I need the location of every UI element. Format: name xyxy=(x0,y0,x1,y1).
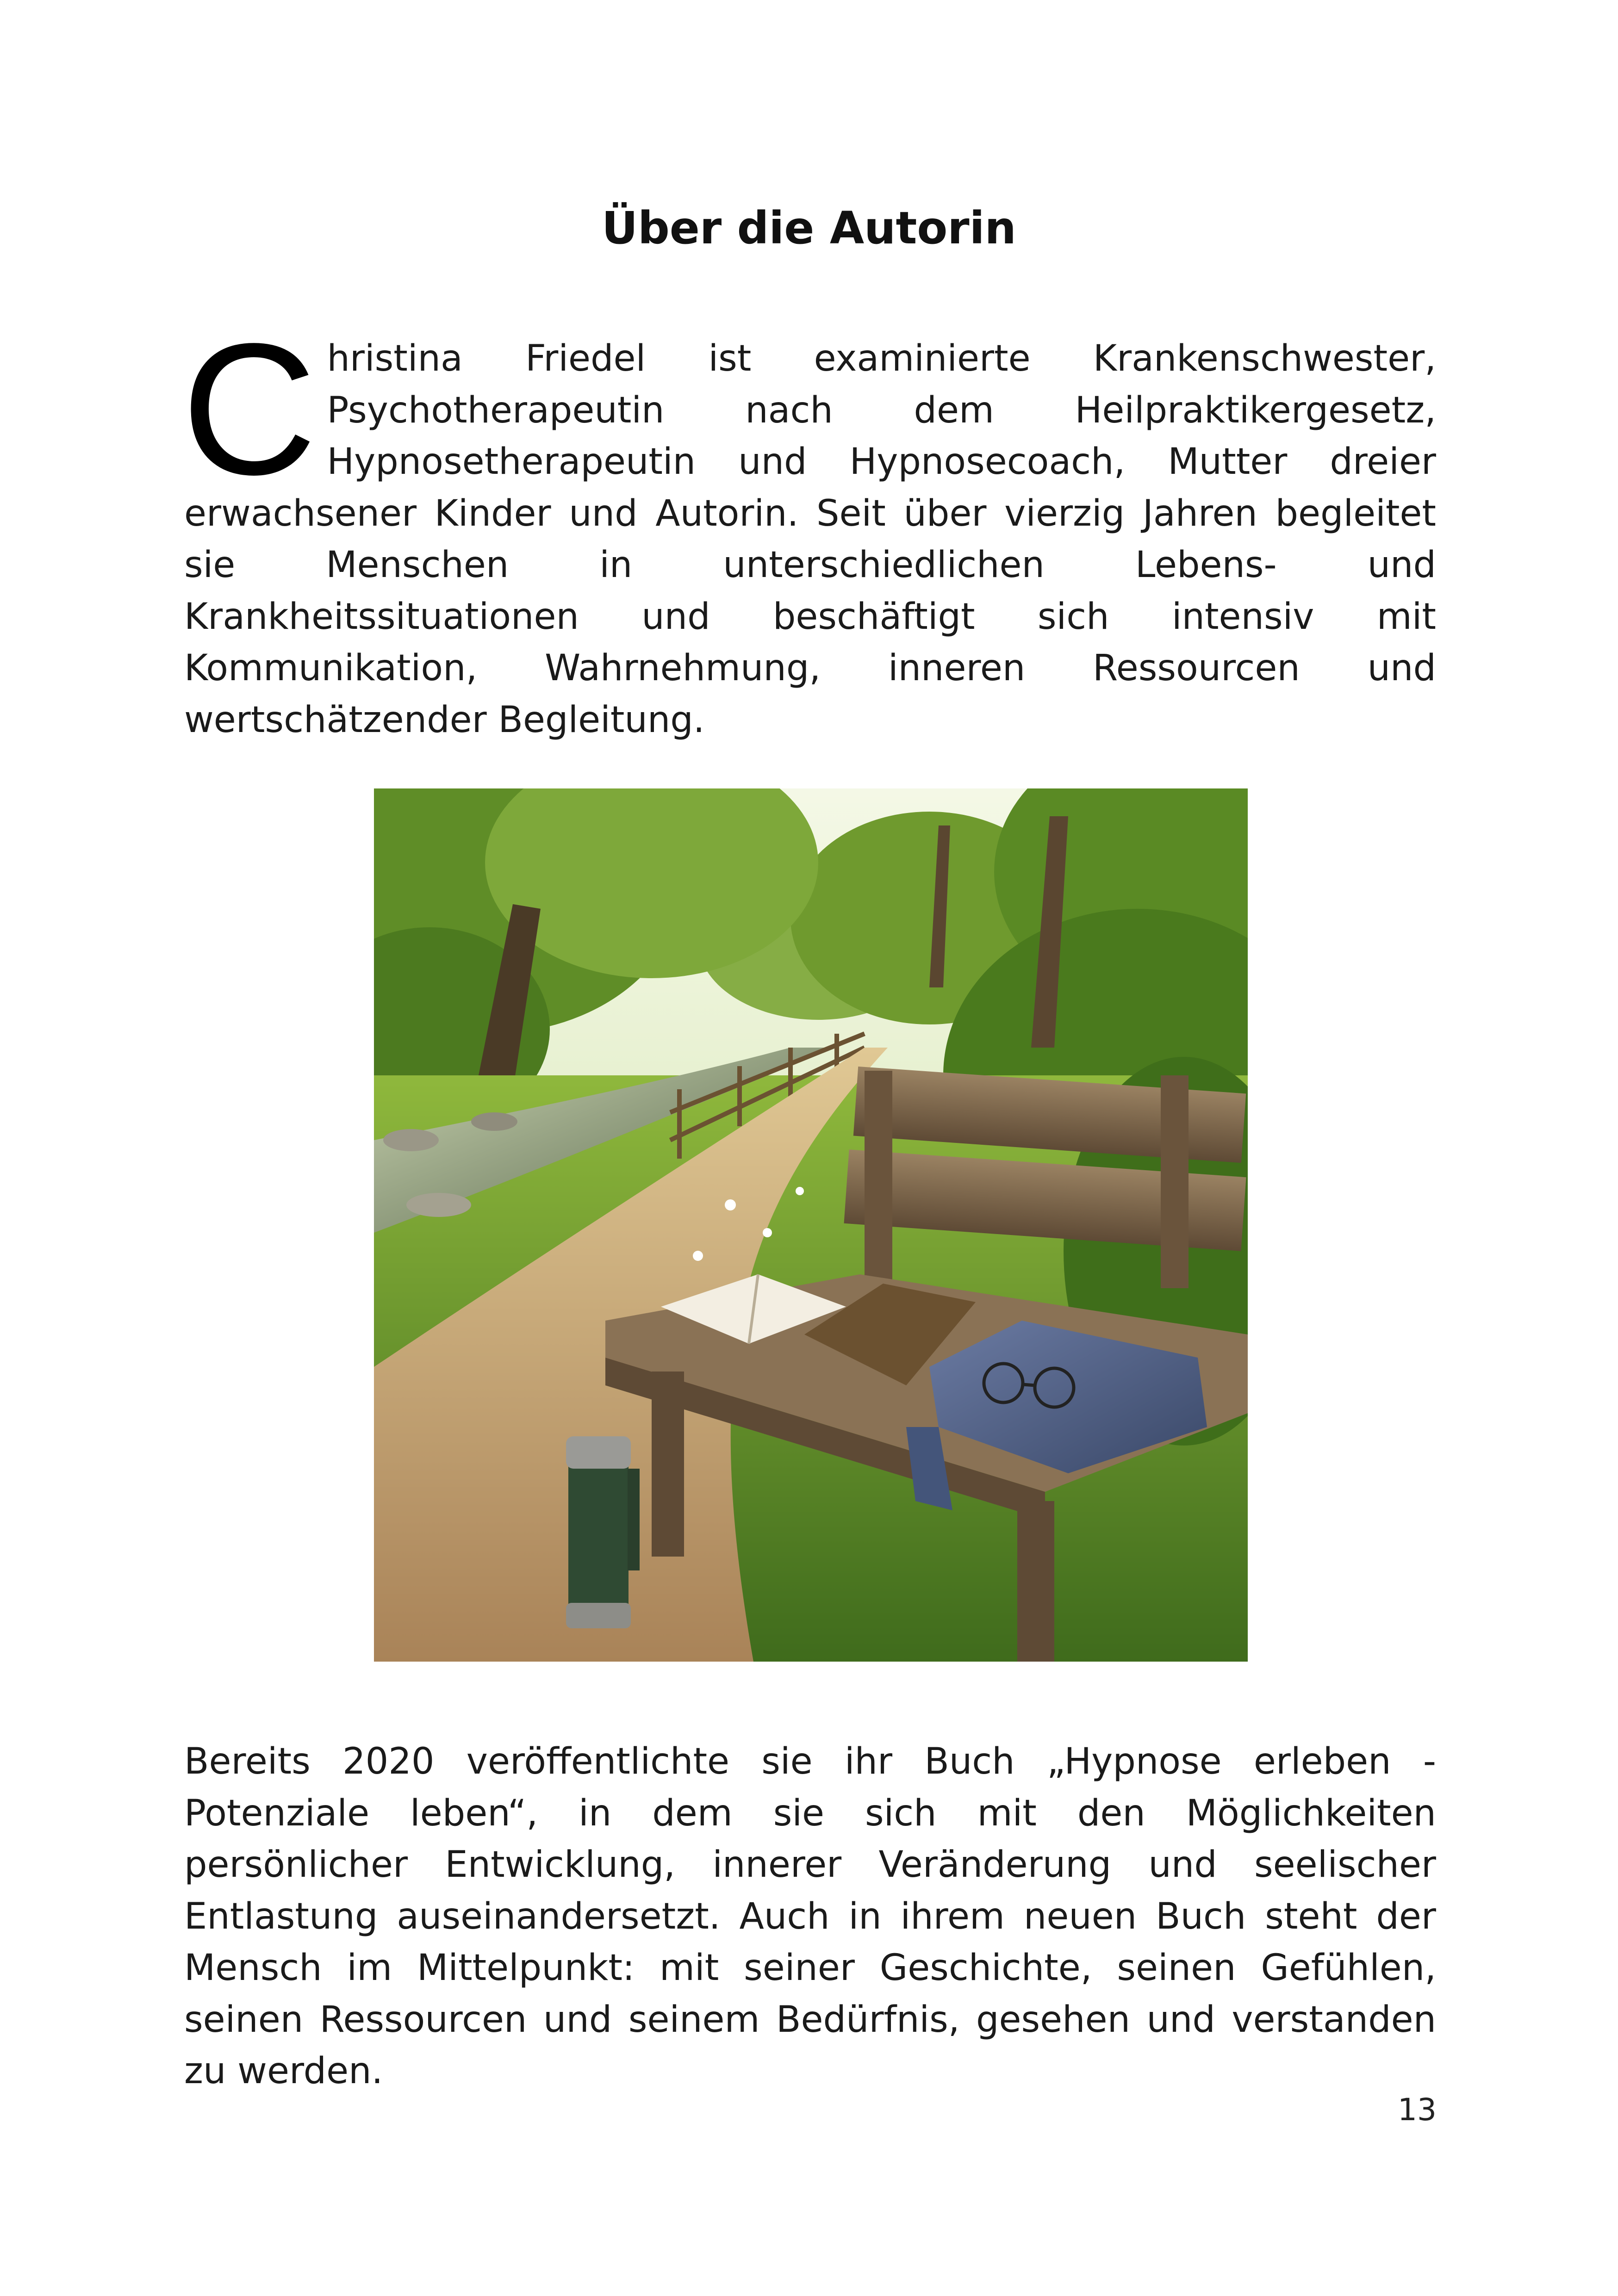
drop-cap: C xyxy=(181,304,317,514)
body-paragraph: Bereits 2020 veröffentlichte sie ihr Buch „Hypnose erleben - Potenziale leben“, in dem sie sich mit den Möglichkeiten persönlicher Entwicklung, innerer Veränderung und seelischer Entlastung auseinandersetzt. Auch in ihrem neuen Buch steht der Mensch im Mittelpunkt: mit seiner Geschichte, seinen Gefühlen, seinen Ressourcen und seinem Bedürfnis, gesehen und verstanden zu werden. xyxy=(184,1741,1436,2092)
page-title: Über die Autorin xyxy=(602,202,1016,254)
intro-paragraph xyxy=(181,304,1436,746)
bench-path-photo xyxy=(374,788,1248,1662)
intro-text: hristina Friedel ist examinierte Krankenschwester, Psychotherapeutin nach dem Heilpraktikergesetz, Hypnosetherapeutin und Hypnosecoach, Mutter dreier erwachsener Kinder und Autorin. Seit über vierzig Jahren begleitet sie Menschen in unterschiedlichen Lebens- und Krankheitssituationen und beschäftigt sich intensiv mit Kommunikation, Wahrnehmung, inneren Ressourcen und wertschätzender Begleitung. xyxy=(184,338,1436,741)
page-number: 13 xyxy=(1398,2092,1437,2128)
